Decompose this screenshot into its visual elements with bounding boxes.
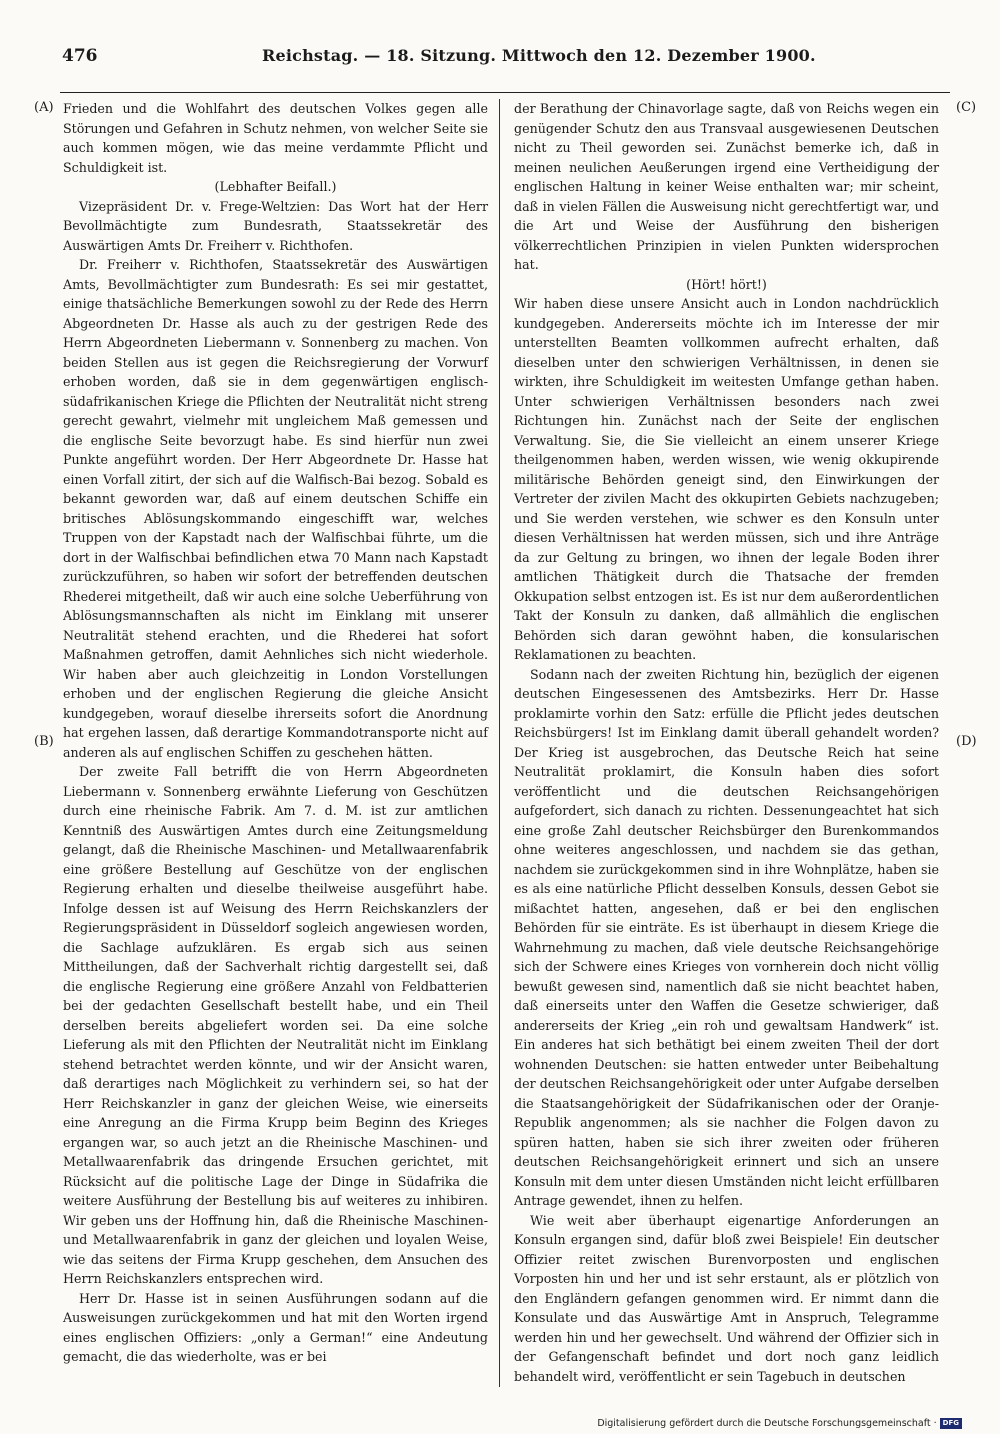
margin-mark-d: (D) [956, 734, 977, 749]
right-column [514, 99, 939, 1386]
footer-text: Digitalisierung gefördert durch die Deutsche Forschungsgemeinschaft · [597, 1417, 937, 1429]
paragraph: Wir haben diese unsere Ansicht auch in London nachdrücklich kundgegeben. Andererseits möchte ich im Interesse der mir unterstellten Beamten vollkommen aufrecht erhalten, daß dieselben unter den schwierigen Verhältnissen, in denen sie wirkten, ihre Schuldigkeit im weitesten Umfange gethan haben. Unter schwierigen Verhältnissen besonders nach zwei Richtungen hin. Zunächst nach der Seite der englischen Verwaltung. Sie, die Sie vielleicht an einem unserer Kriege theilgenommen haben, werden wissen, wie wenig okkupirende militärische Behörden geneigt sind, den Einwirkungen der Vertreter der zivilen Macht des okkupirten Gebiets nachzugeben; und Sie werden verstehen, wie schwer es den Konsuln unter diesen Verhältnissen hat werden müssen, sich und ihre Anträge da zur Geltung zu bringen, wo ihnen der legale Boden ihrer amtlichen Thätigkeit durch die Thatsache der fremden Okkupation selbst entzogen ist. Es ist nur dem außerordentlichen Takt der Konsuln zu danken, daß allmählich die englischen Behörden sich daran gewöhnt haben, die konsularischen Reklamationen zu beachten. [514, 296, 939, 662]
footer-credit [597, 1416, 962, 1430]
margin-mark-c: (C) [956, 100, 977, 115]
margin-mark-a: (A) [34, 100, 54, 115]
paragraph: Dr. Freiherr v. Richthofen, Staatssekretär des Auswärtigen Amts, Bevollmächtigter zum Bundesrath: Es sei mir gestattet, einige thatsächliche Bemerkungen sowohl zu der Rede des Herrn Abgeordneten Dr. Hasse als auch zu der gestrigen Rede des Herrn Abgeordneten Liebermann v. Sonnenberg zu machen. Von beiden Stellen aus ist gegen die Reichsregierung der Vorwurf erhoben worden, daß sie in dem gegenwärtigen englisch-südafrikanischen Kriege die Pflichten der Neutralität nicht streng gerecht gewahrt, vielmehr mit ungleichem Maß gemessen und die englische Seite bevorzugt habe. Es sind hierfür nun zwei Punkte angeführt worden. Der Herr Abgeordnete Dr. Hasse hat einen Vorfall zitirt, der sich auf die Walfisch-Bai bezog. Sobald es bekannt geworden war, daß auf einem deutschen Schiffe ein britisches Ablösungskommando eingeschifft war, welches Truppen von der Kapstadt nach der Walfischbai führte, um die dort in der Walfischbai befindlichen etwa 70 Mann nach Kapstadt zurückzuführen, so haben wir sofort der betreffenden deutschen Rhederei mitgetheilt, daß wir auch eine solche Ueberführung von Ablösungsmannschaften als nicht im Einklang mit unserer Neutralität stehend erachten, und die Rhederei hat sofort Maßnahmen getroffen, damit Aehnliches sich nicht wiederhole. Wir haben aber auch gleichzeitig in London Vorstellungen erhoben und der englischen Regierung die gleiche Ansicht kundgegeben, worauf dieselbe ihrerseits sofort die Anordnung hat ergehen lassen, daß derartige Kommandotransporte nicht auf anderen als auf englischen Schiffen zu geschehen hätten. [63, 257, 488, 760]
paragraph: Wie weit aber überhaupt eigenartige Anforderungen an Konsuln ergangen sind, dafür bloß zwei Beispiele! Ein deutscher Offizier reitet zwischen Burenvorposten und englischen Vorposten hin und her und ist sehr erstaunt, als er plötzlich von den Engländern gefangen genommen wird. Er nimmt dann die Konsulate und das Auswärtige Amt in Anspruch, Telegramme werden hin und her gewechselt. Und während der Offizier sich in der Gefangenschaft befindet und dort noch ganz leidlich behandelt wird, veröffentlicht er sein Tagebuch in deutschen [514, 1212, 939, 1384]
margin-mark-b: (B) [34, 734, 54, 749]
column-divider [499, 99, 500, 1387]
page-header [62, 46, 942, 72]
paragraph: Frieden und die Wohlfahrt des deutschen Volkes gegen alle Störungen und Gefahren in Schutz nehmen, von welcher Seite sie auch kommen mögen, wie das meine verdammte Pflicht und Schuldigkeit ist. [63, 101, 488, 175]
page-number: 476 [62, 46, 98, 66]
paragraph: Vizepräsident Dr. v. Frege-Weltzien: Das Wort hat der Herr Bevollmächtigte zum Bundesrath, Staatssekretär des Auswärtigen Amts Dr. Freiherr v. Richthofen. [63, 198, 488, 253]
paragraph: Sodann nach der zweiten Richtung hin, bezüglich der eigenen deutschen Eingesessenen des Amtsbezirks. Herr Dr. Hasse proklamirte vorhin den Satz: erfülle die Pflicht jedes deutschen Reichsbürgers! Ist im Einklang damit überall gehandelt worden? Der Krieg ist ausgebrochen, das Deutsche Reich hat seine Neutralität proklamirt, die Konsuln haben dies sofort veröffentlicht und die deutschen Reichsangehörigen aufgefordert, sich danach zu richten. Dessenungeachtet hat sich eine große Zahl deutscher Reichsbürger den Burenkommandos ohne weiteres angeschlossen, und nachdem sie das gethan, nachdem sie zurückgekommen sind in ihre Wohnplätze, haben sie es als eine natürliche Pflicht desselben Konsuls, dessen Gebot sie mißachtet hatten, angesehen, daß er bei den englischen Behörden für sie einträte. Es ist überhaupt in diesem Kriege die Wahrnehmung zu machen, daß viele deutsche Reichsangehörige sich der Schwere eines Krieges von vornherein doch nicht völlig bewußt gewesen sind, namentlich daß sie nicht beachtet haben, daß einerseits unter den Waffen die Gesetze schwieriger, daß andererseits der Krieg „ein roh und gewaltsam Handwerk“ ist. Ein anderes hat sich bethätigt bei einem zweiten Theil der dort wohnenden Deutschen: sie hatten entweder unter Beibehaltung der deutschen Reichsangehörigkeit oder unter Aufgabe derselben die Staatsangehörigkeit der Südafrikanischen oder der Oranje-Republik angenommen; als sie nachher die Folgen davon zu spüren hatten, haben sie sich ihrer zweiten oder früheren deutschen Reichsangehörigkeit erinnert und sich an unsere Konsuln mit dem unter diesen Umständen nicht leicht erfüllbaren Antrage gewendet, ihnen zu helfen. [514, 666, 939, 1208]
dfg-logo: DFG [940, 1418, 962, 1429]
paragraph: Herr Dr. Hasse ist in seinen Ausführungen sodann auf die Ausweisungen zurückgekommen und hat mit den Worten irgend eines englischen Offiziers: „only a German!“ eine Andeutung gemacht, die das wiederholte, was er bei [63, 1290, 488, 1364]
paragraph: der Berathung der Chinavorlage sagte, daß von Reichs wegen ein genügender Schutz den aus Transvaal ausgewiesenen Deutschen nicht zu Theil geworden sei. Zunächst bemerke ich, daß in meinen neulichen Aeußerungen irgend eine Vertheidigung der englischen Haltung in keiner Weise enthalten war; mir scheint, daß in vielen Fällen die Ausweisung nicht gerechtfertigt war, und die Art und Weise der Ausführung den bisherigen völkerrechtlichen Prinzipien in vielen Punkten widersprochen hat. [514, 101, 939, 272]
running-head: Reichstag. — 18. Sitzung. Mittwoch den 12. Dezember 1900. [262, 46, 816, 65]
interjection: (Hört! hört!) [686, 276, 767, 292]
interjection: (Lebhafter Beifall.) [214, 179, 337, 194]
left-column [63, 99, 488, 1367]
header-rule [60, 92, 950, 93]
paragraph: Der zweite Fall betrifft die von Herrn Abgeordneten Liebermann v. Sonnenberg erwähnte Lieferung von Geschützen durch eine rheinische Fabrik. Am 7. d. M. ist zur amtlichen Kenntniß des Auswärtigen Amtes durch eine Zeitungsmeldung gelangt, daß die Rheinische Maschinen- und Metallwaarenfabrik eine größere Bestellung auf Geschütze von der englischen Regierung erhalten und dieselbe theilweise ausgeführt habe. Infolge dessen ist auf Weisung des Herrn Reichskanzlers der Regierungspräsident in Düsseldorf sogleich angewiesen worden, die Sachlage aufzuklären. Es ergab sich aus seinen Mittheilungen, daß der Sachverhalt richtig dargestellt sei, daß die englische Regierung eine größere Anzahl von Feldbatterien bei der gedachten Gesellschaft bestellt habe, und ein Theil derselben bereits abgeliefert worden sei. Da eine solche Lieferung als mit den Pflichten der Neutralität nicht im Einklang stehend betrachtet werden könnte, und wir der Ansicht waren, daß derartiges nach Möglichkeit zu verhindern sei, so hat der Herr Reichskanzler in ganz der gleichen Weise, wie einerseits eine Anregung an die Firma Krupp beim Beginn des Krieges ergangen war, so auch jetzt an die Rheinische Maschinen- und Metallwaarenfabrik das dringende Ersuchen gerichtet, mit Rücksicht auf die politische Lage der Dinge in Südafrika die weitere Ausführung der Bestellung bis auf weiteres zu inhibiren. Wir geben uns der Hoffnung hin, daß die Rheinische Maschinen- und Metallwaarenfabrik in ganz der gleichen und loyalen Weise, wie das seitens der Firma Krupp geschehen, dem Ansuchen des Herrn Reichskanzlers entsprechen wird. [63, 764, 488, 1286]
